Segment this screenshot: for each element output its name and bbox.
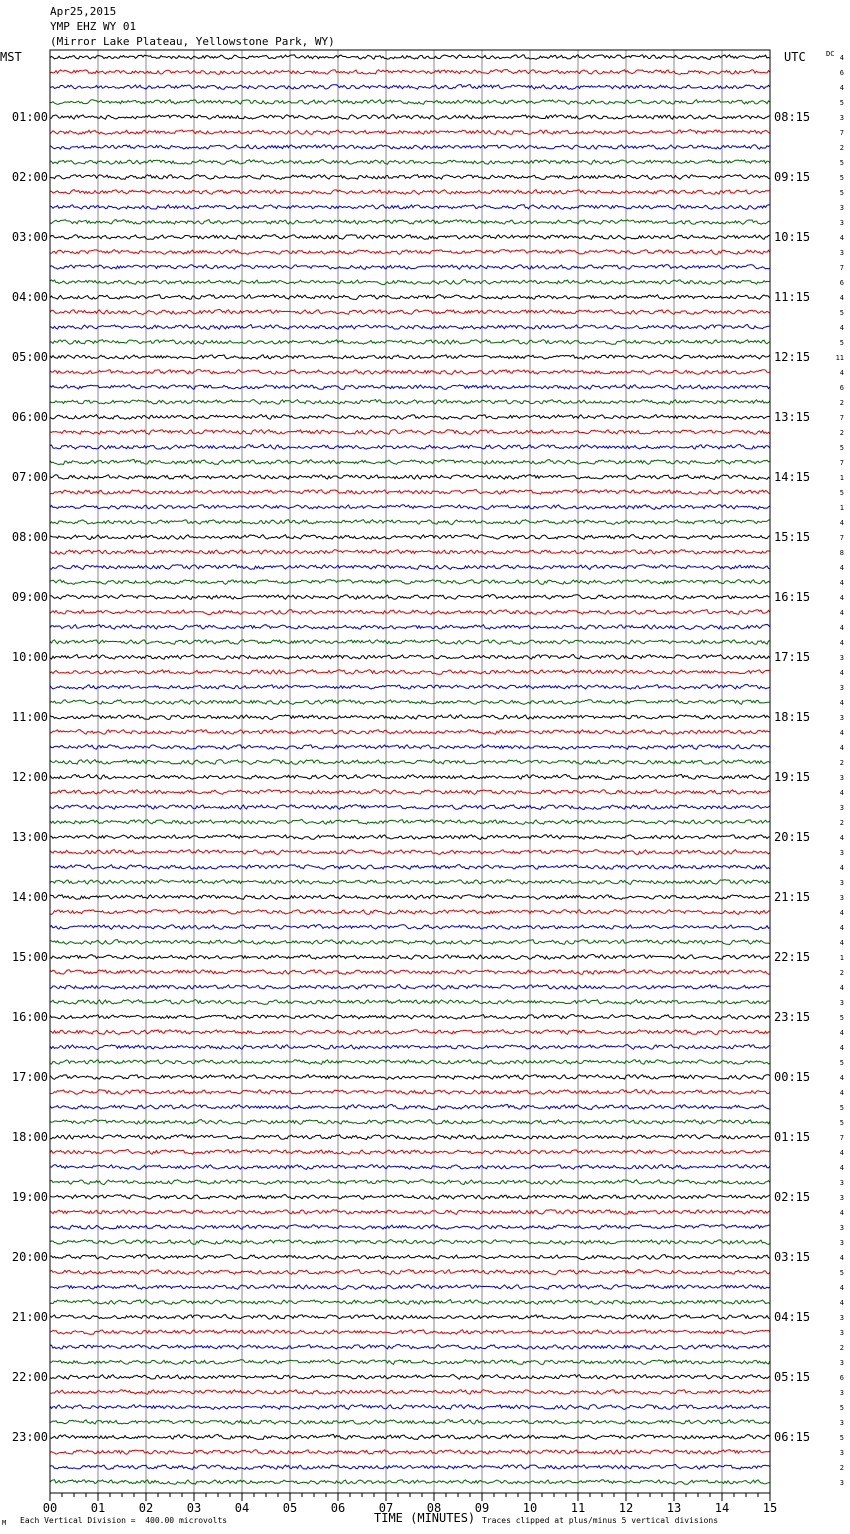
trace-group xyxy=(50,55,770,1485)
dc-value: 6 xyxy=(839,279,844,287)
dc-value: 4 xyxy=(839,669,844,677)
trace-line xyxy=(50,355,770,359)
trace-line xyxy=(50,745,770,750)
right-hour-labels xyxy=(774,110,810,1444)
mst-hour-label: 11:00 xyxy=(11,710,48,724)
mst-hour-label: 17:00 xyxy=(11,1070,48,1084)
trace-line xyxy=(50,370,770,375)
x-tick-label: 10 xyxy=(522,1501,538,1515)
dc-value: 5 xyxy=(839,489,844,497)
x-tick-label: 13 xyxy=(666,1501,682,1515)
dc-value: 3 xyxy=(839,1479,844,1487)
trace-line xyxy=(50,550,770,555)
trace-line xyxy=(50,805,770,810)
dc-value: 4 xyxy=(839,564,844,572)
dc-value: 4 xyxy=(839,369,844,377)
trace-line xyxy=(50,1450,770,1455)
clip-note: Traces clipped at plus/minus 5 vertical divisions xyxy=(482,1516,719,1525)
trace-line xyxy=(50,1300,770,1305)
trace-line xyxy=(50,730,770,735)
x-tick-label: 15 xyxy=(762,1501,778,1515)
trace-line xyxy=(50,400,770,405)
utc-hour-label: 15:15 xyxy=(774,530,811,544)
dc-value: 5 xyxy=(839,99,844,107)
dc-value: 3 xyxy=(839,654,844,662)
utc-hour-label: 18:15 xyxy=(774,710,811,724)
trace-line xyxy=(50,535,770,540)
dc-value: 3 xyxy=(839,1179,844,1187)
mst-hour-label: 15:00 xyxy=(11,950,48,964)
dc-value: 4 xyxy=(839,54,844,62)
dc-value: 2 xyxy=(839,819,844,827)
trace-line xyxy=(50,1240,770,1245)
trace-line xyxy=(50,880,770,885)
dc-value: 6 xyxy=(839,384,844,392)
dc-value: 4 xyxy=(839,834,844,842)
trace-line xyxy=(50,444,770,449)
corner-mark: M xyxy=(2,1519,7,1527)
dc-value: 5 xyxy=(839,1104,844,1112)
dc-value: 1 xyxy=(839,504,844,512)
dc-value: 5 xyxy=(839,339,844,347)
dc-value: 2 xyxy=(839,429,844,437)
dc-value: 1 xyxy=(839,474,844,482)
dc-value: 5 xyxy=(839,1434,844,1442)
trace-line xyxy=(50,520,770,525)
dc-value: 4 xyxy=(839,984,844,992)
dc-value: 3 xyxy=(839,804,844,812)
dc-value: 5 xyxy=(839,1404,844,1412)
trace-line xyxy=(50,1360,770,1365)
utc-hour-label: 23:15 xyxy=(774,1010,811,1024)
x-tick-label: 14 xyxy=(714,1501,730,1515)
mst-hour-label: 08:00 xyxy=(11,530,48,544)
dc-value: 4 xyxy=(839,1299,844,1307)
x-tick-label: 07 xyxy=(378,1501,394,1515)
dc-value: 4 xyxy=(839,234,844,242)
trace-line xyxy=(50,1225,770,1230)
mst-hour-label: 14:00 xyxy=(11,890,48,904)
trace-line xyxy=(50,580,770,585)
dc-value: 5 xyxy=(839,1014,844,1022)
trace-line xyxy=(50,175,770,180)
trace-line xyxy=(50,865,770,870)
dc-value: 4 xyxy=(839,909,844,917)
dc-value: 5 xyxy=(839,159,844,167)
trace-line xyxy=(50,610,770,615)
trace-line xyxy=(50,640,770,645)
utc-hour-label: 21:15 xyxy=(774,890,811,904)
trace-line xyxy=(50,820,770,825)
dc-value: 7 xyxy=(839,129,844,137)
utc-hour-label: 09:15 xyxy=(774,170,811,184)
dc-value: 4 xyxy=(839,939,844,947)
trace-line xyxy=(50,280,770,285)
utc-hour-label: 03:15 xyxy=(774,1250,811,1264)
trace-line xyxy=(50,130,770,135)
x-tick-label: 06 xyxy=(330,1501,346,1515)
dc-value: 4 xyxy=(839,1074,844,1082)
utc-hour-label: 22:15 xyxy=(774,950,811,964)
mst-hour-label: 01:00 xyxy=(11,110,48,124)
dc-value-column xyxy=(836,54,844,1487)
trace-line xyxy=(50,595,770,600)
trace-line xyxy=(50,760,770,765)
dc-value: 4 xyxy=(839,324,844,332)
dc-value: 3 xyxy=(839,1194,844,1202)
dc-value: 5 xyxy=(839,1059,844,1067)
dc-value: 3 xyxy=(839,114,844,122)
utc-hour-label: 14:15 xyxy=(774,470,811,484)
trace-line xyxy=(50,295,770,300)
trace-line xyxy=(50,1060,770,1065)
x-axis-title: TIME (MINUTES) xyxy=(374,1511,476,1525)
mst-hour-label: 12:00 xyxy=(11,770,48,784)
mst-hour-label: 16:00 xyxy=(11,1010,48,1024)
dc-value: 7 xyxy=(839,459,844,467)
dc-value: 5 xyxy=(839,189,844,197)
trace-line xyxy=(50,1104,770,1109)
dc-value: 3 xyxy=(839,219,844,227)
trace-line xyxy=(50,1090,770,1095)
mst-hour-label: 07:00 xyxy=(11,470,48,484)
utc-hour-label: 10:15 xyxy=(774,230,811,244)
trace-line xyxy=(50,490,770,495)
x-tick-label: 02 xyxy=(138,1501,154,1515)
trace-line xyxy=(50,340,770,345)
location-label: (Mirror Lake Plateau, Yellowstone Park, WY) xyxy=(50,35,335,48)
dc-value: 4 xyxy=(839,699,844,707)
station-label: YMP EHZ WY 01 xyxy=(50,20,137,33)
utc-hour-label: 05:15 xyxy=(774,1370,811,1384)
utc-hour-label: 02:15 xyxy=(774,1190,811,1204)
mst-hour-label: 03:00 xyxy=(11,230,48,244)
trace-line xyxy=(50,430,770,435)
trace-line xyxy=(50,70,770,75)
trace-line xyxy=(50,700,770,705)
trace-line xyxy=(50,385,770,390)
x-tick-label: 12 xyxy=(618,1501,634,1515)
dc-value: 4 xyxy=(839,864,844,872)
dc-value: 2 xyxy=(839,144,844,152)
trace-line xyxy=(50,1270,770,1275)
dc-value: 4 xyxy=(839,1164,844,1172)
dc-value: 6 xyxy=(839,69,844,77)
dc-value: 4 xyxy=(839,294,844,302)
x-tick-label: 05 xyxy=(282,1501,298,1515)
trace-line xyxy=(50,985,770,990)
utc-hour-label: 20:15 xyxy=(774,830,811,844)
x-tick-label: 11 xyxy=(570,1501,586,1515)
trace-line xyxy=(50,100,770,105)
dc-value: 4 xyxy=(839,729,844,737)
mst-hour-label: 02:00 xyxy=(11,170,48,184)
dc-value: 4 xyxy=(839,1149,844,1157)
utc-hour-label: 06:15 xyxy=(774,1430,811,1444)
x-tick-label: 08 xyxy=(426,1501,442,1515)
trace-line xyxy=(50,190,770,195)
dc-value: 2 xyxy=(839,399,844,407)
utc-hour-label: 13:15 xyxy=(774,410,811,424)
trace-line xyxy=(50,1390,770,1395)
dc-value: 3 xyxy=(839,1314,844,1322)
x-tick-label: 03 xyxy=(186,1501,202,1515)
dc-value: 5 xyxy=(839,309,844,317)
dc-value: 4 xyxy=(839,1089,844,1097)
trace-line xyxy=(50,1195,770,1200)
utc-hour-label: 11:15 xyxy=(774,290,811,304)
trace-line xyxy=(50,1255,770,1260)
mst-hour-label: 21:00 xyxy=(11,1310,48,1324)
mst-hour-label: 18:00 xyxy=(11,1130,48,1144)
dc-value: 4 xyxy=(839,789,844,797)
dc-value: 8 xyxy=(839,549,844,557)
trace-line xyxy=(50,250,770,255)
dc-value: 4 xyxy=(839,84,844,92)
trace-line xyxy=(50,145,770,150)
utc-hour-label: 16:15 xyxy=(774,590,811,604)
utc-hour-label: 08:15 xyxy=(774,110,811,124)
utc-hour-label: 00:15 xyxy=(774,1070,811,1084)
dc-value: 5 xyxy=(839,444,844,452)
dc-value: 4 xyxy=(839,579,844,587)
trace-line xyxy=(50,1434,770,1439)
trace-line xyxy=(50,1120,770,1125)
mst-hour-label: 04:00 xyxy=(11,290,48,304)
dc-value: 3 xyxy=(839,204,844,212)
trace-line xyxy=(50,1180,770,1185)
dc-value: 7 xyxy=(839,264,844,272)
dc-value: 4 xyxy=(839,1044,844,1052)
dc-value: 4 xyxy=(839,1254,844,1262)
date-label: Apr25,2015 xyxy=(50,5,117,18)
trace-line xyxy=(50,685,770,690)
dc-value: 3 xyxy=(839,894,844,902)
trace-line xyxy=(50,325,770,330)
dc-value: 3 xyxy=(839,879,844,887)
dc-value: 3 xyxy=(839,714,844,722)
dc-value: 4 xyxy=(839,609,844,617)
x-tick-label: 09 xyxy=(474,1501,490,1515)
trace-line xyxy=(50,220,770,225)
trace-line xyxy=(50,655,770,660)
dc-value: 2 xyxy=(839,1464,844,1472)
trace-line xyxy=(50,774,770,779)
dc-value: 2 xyxy=(839,969,844,977)
mst-hour-label: 19:00 xyxy=(11,1190,48,1204)
dc-value: 3 xyxy=(839,1329,844,1337)
dc-value: 2 xyxy=(839,1344,844,1352)
mst-hour-label: 13:00 xyxy=(11,830,48,844)
dc-value: 4 xyxy=(839,594,844,602)
dc-value: 3 xyxy=(839,1449,844,1457)
dc-value: 5 xyxy=(839,174,844,182)
mst-hour-label: 23:00 xyxy=(11,1430,48,1444)
trace-line xyxy=(50,235,770,240)
mst-hour-label: 10:00 xyxy=(11,650,48,664)
dc-value: 7 xyxy=(839,534,844,542)
trace-line xyxy=(50,1045,770,1050)
utc-hour-label: 17:15 xyxy=(774,650,811,664)
trace-line xyxy=(50,715,770,720)
trace-line xyxy=(50,115,770,120)
dc-value: 3 xyxy=(839,1224,844,1232)
dc-value: 3 xyxy=(839,249,844,257)
scale-note: Each Vertical Division = 400.00 microvolts xyxy=(20,1516,228,1525)
dc-value: 3 xyxy=(839,999,844,1007)
trace-line xyxy=(50,910,770,915)
trace-line xyxy=(50,970,770,975)
dc-value: 1 xyxy=(839,954,844,962)
utc-hour-label: 19:15 xyxy=(774,770,811,784)
trace-line xyxy=(50,1420,770,1425)
trace-line xyxy=(50,850,770,855)
dc-value: 4 xyxy=(839,924,844,932)
mst-hour-label: 06:00 xyxy=(11,410,48,424)
dc-value: 3 xyxy=(839,1419,844,1427)
dc-value: 7 xyxy=(839,414,844,422)
trace-line xyxy=(50,624,770,629)
left-timezone-label: MST xyxy=(0,50,22,64)
dc-value: 4 xyxy=(839,519,844,527)
trace-line xyxy=(50,1330,770,1335)
trace-line xyxy=(50,1075,770,1080)
trace-line xyxy=(50,835,770,840)
dc-value: 4 xyxy=(839,1029,844,1037)
trace-line xyxy=(50,565,770,570)
dc-value: 7 xyxy=(839,1134,844,1142)
dc-value: 11 xyxy=(835,354,844,362)
dc-value: 3 xyxy=(839,849,844,857)
trace-line xyxy=(50,1165,770,1170)
trace-line xyxy=(50,1480,770,1485)
dc-value: 3 xyxy=(839,774,844,782)
mst-hour-label: 20:00 xyxy=(11,1250,48,1264)
trace-line xyxy=(50,55,770,60)
trace-line xyxy=(50,1015,770,1020)
mst-hour-label: 22:00 xyxy=(11,1370,48,1384)
trace-line xyxy=(50,265,770,270)
trace-line xyxy=(50,1030,770,1035)
trace-line xyxy=(50,309,770,314)
dc-value: 5 xyxy=(839,1269,844,1277)
x-tick-label: 04 xyxy=(234,1501,250,1515)
dc-value: 3 xyxy=(839,684,844,692)
dc-value: 5 xyxy=(839,1119,844,1127)
dc-value: 2 xyxy=(839,759,844,767)
trace-line xyxy=(50,670,770,675)
dc-value: 3 xyxy=(839,1239,844,1247)
trace-line xyxy=(50,1000,770,1005)
trace-line xyxy=(50,85,770,90)
dc-value: 3 xyxy=(839,1389,844,1397)
trace-line xyxy=(50,205,770,210)
trace-line xyxy=(50,1405,770,1410)
right-timezone-label: UTC xyxy=(784,50,806,64)
trace-line xyxy=(50,1345,770,1350)
trace-line xyxy=(50,895,770,900)
trace-line xyxy=(50,1210,770,1215)
x-tick-label: 01 xyxy=(90,1501,106,1515)
trace-line xyxy=(50,415,770,420)
trace-line xyxy=(50,160,770,165)
left-hour-labels xyxy=(12,110,48,1444)
x-tick-label: 00 xyxy=(42,1501,58,1515)
trace-line xyxy=(50,1150,770,1155)
dc-value: 4 xyxy=(839,639,844,647)
mst-hour-label: 09:00 xyxy=(11,590,48,604)
utc-hour-label: 01:15 xyxy=(774,1130,811,1144)
trace-line xyxy=(50,505,770,510)
dc-value: 4 xyxy=(839,624,844,632)
trace-line xyxy=(50,954,770,959)
trace-line xyxy=(50,1375,770,1380)
trace-line xyxy=(50,475,770,480)
trace-line xyxy=(50,1284,770,1289)
dc-value: 6 xyxy=(839,1374,844,1382)
dc-value: 3 xyxy=(839,1359,844,1367)
trace-line xyxy=(50,940,770,945)
utc-hour-label: 04:15 xyxy=(774,1310,811,1324)
dc-value: 4 xyxy=(839,744,844,752)
trace-line xyxy=(50,1315,770,1320)
trace-line xyxy=(50,1465,770,1470)
utc-hour-label: 12:15 xyxy=(774,350,811,364)
dc-value: 4 xyxy=(839,1284,844,1292)
trace-line xyxy=(50,1135,770,1140)
mst-hour-label: 05:00 xyxy=(11,350,48,364)
dc-value: 4 xyxy=(839,1209,844,1217)
trace-line xyxy=(50,790,770,795)
trace-line xyxy=(50,925,770,930)
dc-label: DC xyxy=(826,50,835,58)
trace-line xyxy=(50,460,770,465)
minute-grid xyxy=(98,50,722,1493)
